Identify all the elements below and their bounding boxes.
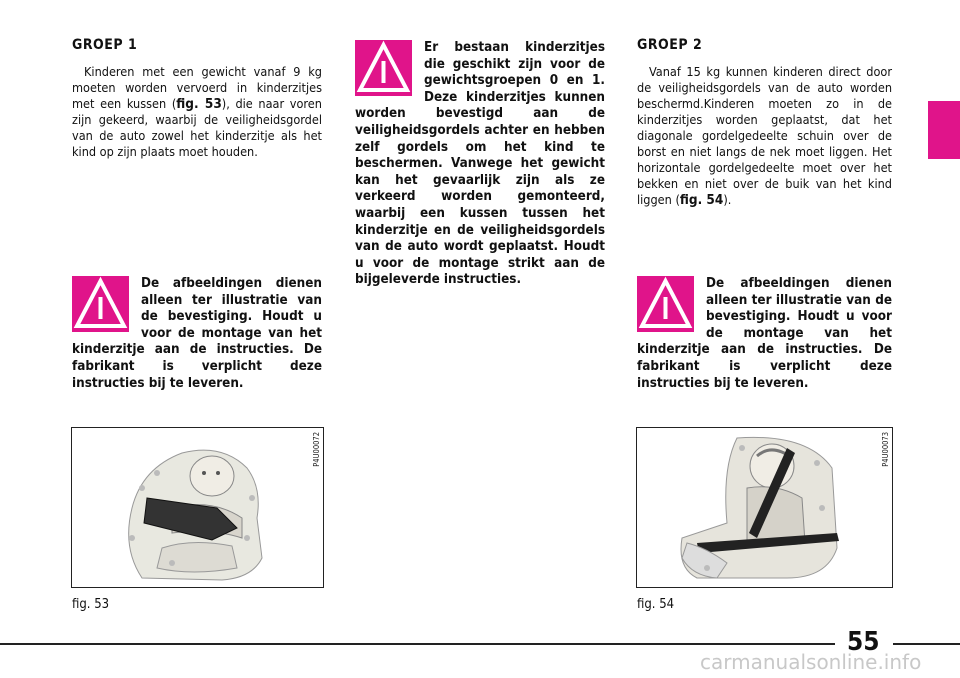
group2-text-after: ). [723, 192, 732, 207]
group1-warning-text: De afbeeldingen dienen alleen ter illustratie van de bevestiging. Houdt u voor de montage van het kinderzitje aan de instructies. De fabrikant is verplicht deze instructies bij te leveren. [72, 276, 322, 391]
fig53-caption: fig. 53 [72, 597, 110, 612]
fig53-reference[interactable]: fig. 53 [176, 96, 222, 112]
footer-rule-left [0, 643, 835, 645]
warning-icon [637, 276, 694, 332]
chapter-tab [928, 101, 960, 159]
warning-icon [355, 40, 412, 96]
figure-54 [636, 427, 893, 588]
groups-0-1-warning [355, 40, 605, 289]
footer-rule-right [893, 643, 960, 645]
child-seat-group2-illustration [637, 428, 892, 587]
fig54-code: P4U00073 [881, 432, 890, 467]
fig53-code: P4U00072 [312, 432, 321, 467]
groups-0-1-warning-text: Er bestaan kinderzitjes die geschikt zijn voor de gewichtsgroepen 0 en 1. Deze kinderzitjes kunnen worden bevestigd aan de veiligheidsgordels achter en hebben zelf gordels om het kind te beschermen. Vanwege het gewicht kan het gevaarlijk zijn als ze verkeerd worden gemonteerd, waarbij een kussen tussen het kinderzitje en de veiligheidsgordels van de auto wordt geplaatst. Houdt u voor de montage strikt aan de bijgeleverde instructies. [355, 40, 605, 288]
group2-paragraph [637, 64, 892, 208]
group2-warning [637, 276, 892, 392]
warning-icon [72, 276, 129, 332]
group2-text-before: Vanaf 15 kg kunnen kinderen direct door de veiligheidsgordels van de auto worden beschermd.Kinderen moeten zo in de kinderzitjes worden geplaatst, dat het diagonale gordelgedeelte schuin over de borst en niet langs de nek moet liggen. Het horizontale gordelgedeelte moet over het bekken en niet over de buik van het kind liggen ( [637, 64, 892, 207]
fig54-reference[interactable]: fig. 54 [679, 192, 724, 208]
group1-text-before: Kinderen met een gewicht vanaf 9 kg moeten worden vervoerd in kinderzitjes met een kussen ( [72, 64, 322, 111]
group1-text-after: ), die naar voren zijn gekeerd, waarbij de veiligheidsgordel van de auto zowel het kinderzitje als het kind op zijn plaats moet houden. [72, 96, 322, 159]
fig54-caption: fig. 54 [637, 597, 675, 612]
child-seat-group1-illustration [72, 428, 323, 587]
group1-warning [72, 276, 322, 392]
group2-warning-text: De afbeeldingen dienen alleen ter illustratie van de bevestiging. Houdt u voor de montage van het kinderzitje aan de instructies. De fabrikant is verplicht deze instructies bij te leveren. [637, 276, 892, 391]
page-number: 55 [847, 627, 880, 657]
group1-heading: GROEP 1 [72, 37, 138, 53]
group1-paragraph [72, 64, 322, 160]
figure-53 [71, 427, 324, 588]
group2-heading: GROEP 2 [637, 37, 703, 53]
watermark: carmanualsonline.info [700, 650, 922, 674]
